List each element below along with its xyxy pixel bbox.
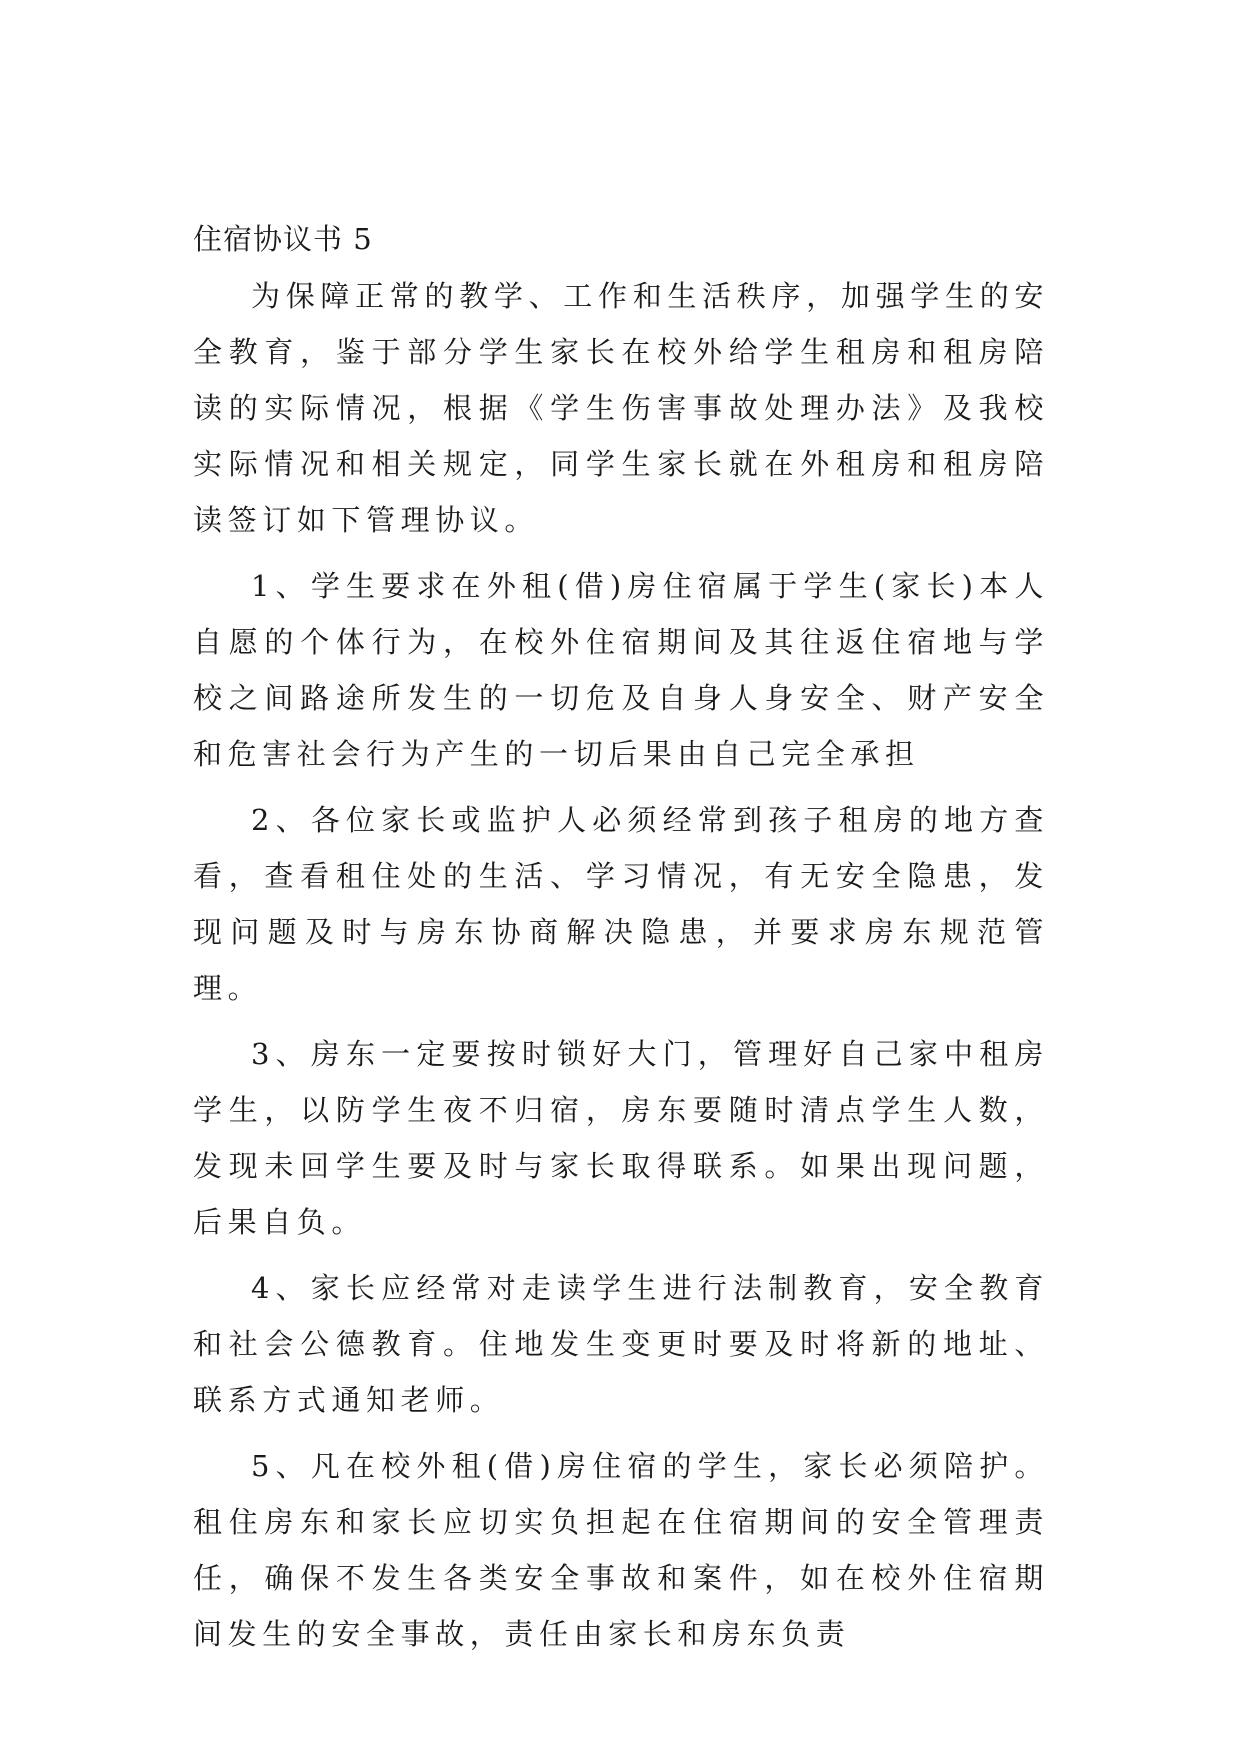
clause-4-paragraph: 4、家长应经常对走读学生进行法制教育，安全教育和社会公德教育。住地发生变更时要及时将新的地址、联系方式通知老师。: [193, 1271, 1049, 1417]
clause-3-paragraph: 3、房东一定要按时锁好大门，管理好自己家中租房学生，以防学生夜不归宿，房东要随时清点学生人数，发现未回学生要及时与家长取得联系。如果出现问题，后果自负。: [193, 1037, 1049, 1239]
intro-paragraph: 为保障正常的教学、工作和生活秩序，加强学生的安全教育，鉴于部分学生家长在校外给学生租房和租房陪读的实际情况，根据《学生伤害事故处理办法》及我校实际情况和相关规定，同学生家长就在外租房和租房陪读签订如下管理协议。: [193, 279, 1049, 537]
clause-2-paragraph: 2、各位家长或监护人必须经常到孩子租房的地方查看，查看租住处的生活、学习情况，有无安全隐患，发现问题及时与房东协商解决隐患，并要求房东规范管理。: [193, 803, 1049, 1005]
clause-1-paragraph: 1、学生要求在外租(借)房住宿属于学生(家长)本人自愿的个体行为，在校外住宿期间及其往返住宿地与学校之间路途所发生的一切危及自身人身安全、财产安全和危害社会行为产生的一切后果由自己完全承担: [193, 569, 1049, 771]
document-title: 住宿协议书 5: [193, 222, 373, 256]
document-body: [193, 212, 1049, 1662]
clause-5-paragraph: 5、凡在校外租(借)房住宿的学生，家长必须陪护。租住房东和家长应切实负担起在住宿期间的安全管理责任，确保不发生各类安全事故和案件，如在校外住宿期间发生的安全事故，责任由家长和房东负责: [193, 1449, 1049, 1651]
